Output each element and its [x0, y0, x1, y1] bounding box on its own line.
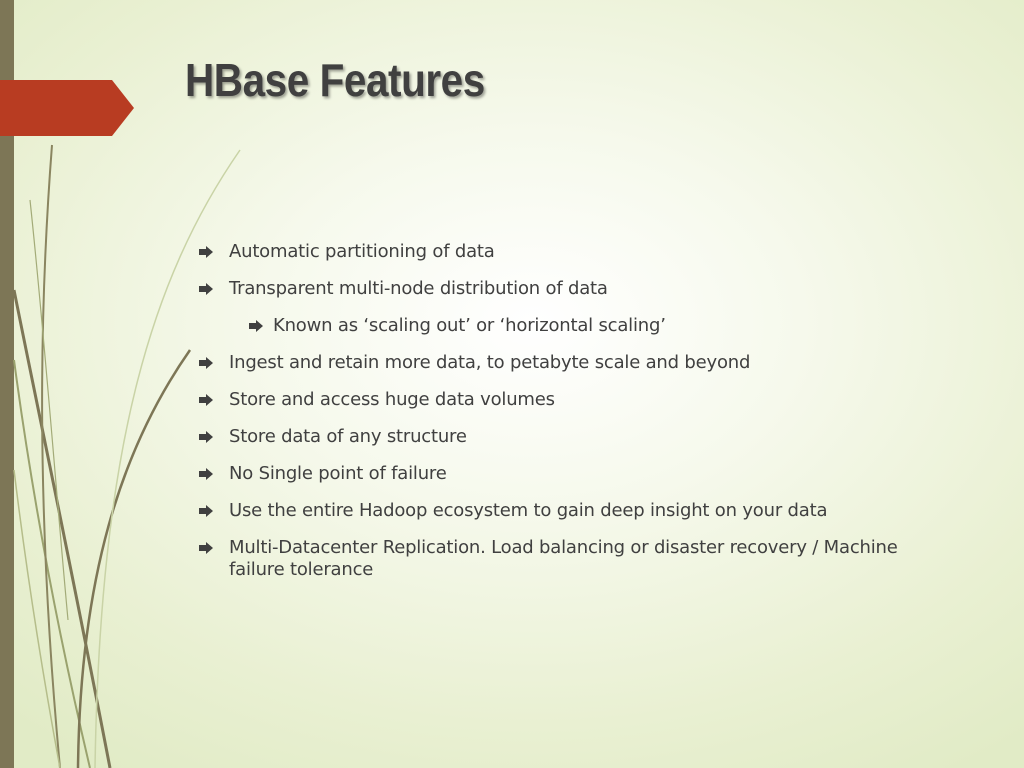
- arrow-bullet-icon: [198, 393, 214, 407]
- bullet-text: Transparent multi-node distribution of data: [229, 278, 608, 299]
- slide-title: HBase Features: [185, 54, 485, 106]
- arrow-bullet-icon: [198, 430, 214, 444]
- bullet-item: [198, 463, 928, 485]
- arrow-bullet-icon: [198, 541, 214, 555]
- bullet-text: Automatic partitioning of data: [229, 241, 495, 262]
- bullet-text: Store data of any structure: [229, 426, 467, 447]
- arrow-bullet-icon: [198, 282, 214, 296]
- bullet-item: [198, 278, 928, 300]
- bullet-item: [198, 389, 928, 411]
- arrow-bullet-icon: [248, 319, 264, 333]
- arrow-bullet-icon: [198, 245, 214, 259]
- bullet-item: [198, 352, 928, 374]
- bullet-list: [198, 241, 928, 596]
- arrow-bullet-icon: [198, 467, 214, 481]
- bullet-item: [198, 426, 928, 448]
- arrow-bullet-icon: [198, 356, 214, 370]
- bullet-text: Ingest and retain more data, to petabyte scale and beyond: [229, 352, 751, 373]
- arrow-bullet-icon: [198, 504, 214, 518]
- bullet-text: Use the entire Hadoop ecosystem to gain deep insight on your data: [229, 500, 828, 521]
- bullet-text: No Single point of failure: [229, 463, 447, 484]
- bullet-text: Known as ‘scaling out’ or ‘horizontal scaling’: [273, 315, 666, 336]
- bullet-text: Multi-Datacenter Replication. Load balancing or disaster recovery / Machine failure tolerance: [229, 537, 898, 580]
- bullet-item: [198, 500, 928, 522]
- sub-bullet-item: [198, 315, 928, 337]
- bullet-item: [198, 241, 928, 263]
- bullet-text: Store and access huge data volumes: [229, 389, 555, 410]
- bullet-item: [198, 537, 928, 581]
